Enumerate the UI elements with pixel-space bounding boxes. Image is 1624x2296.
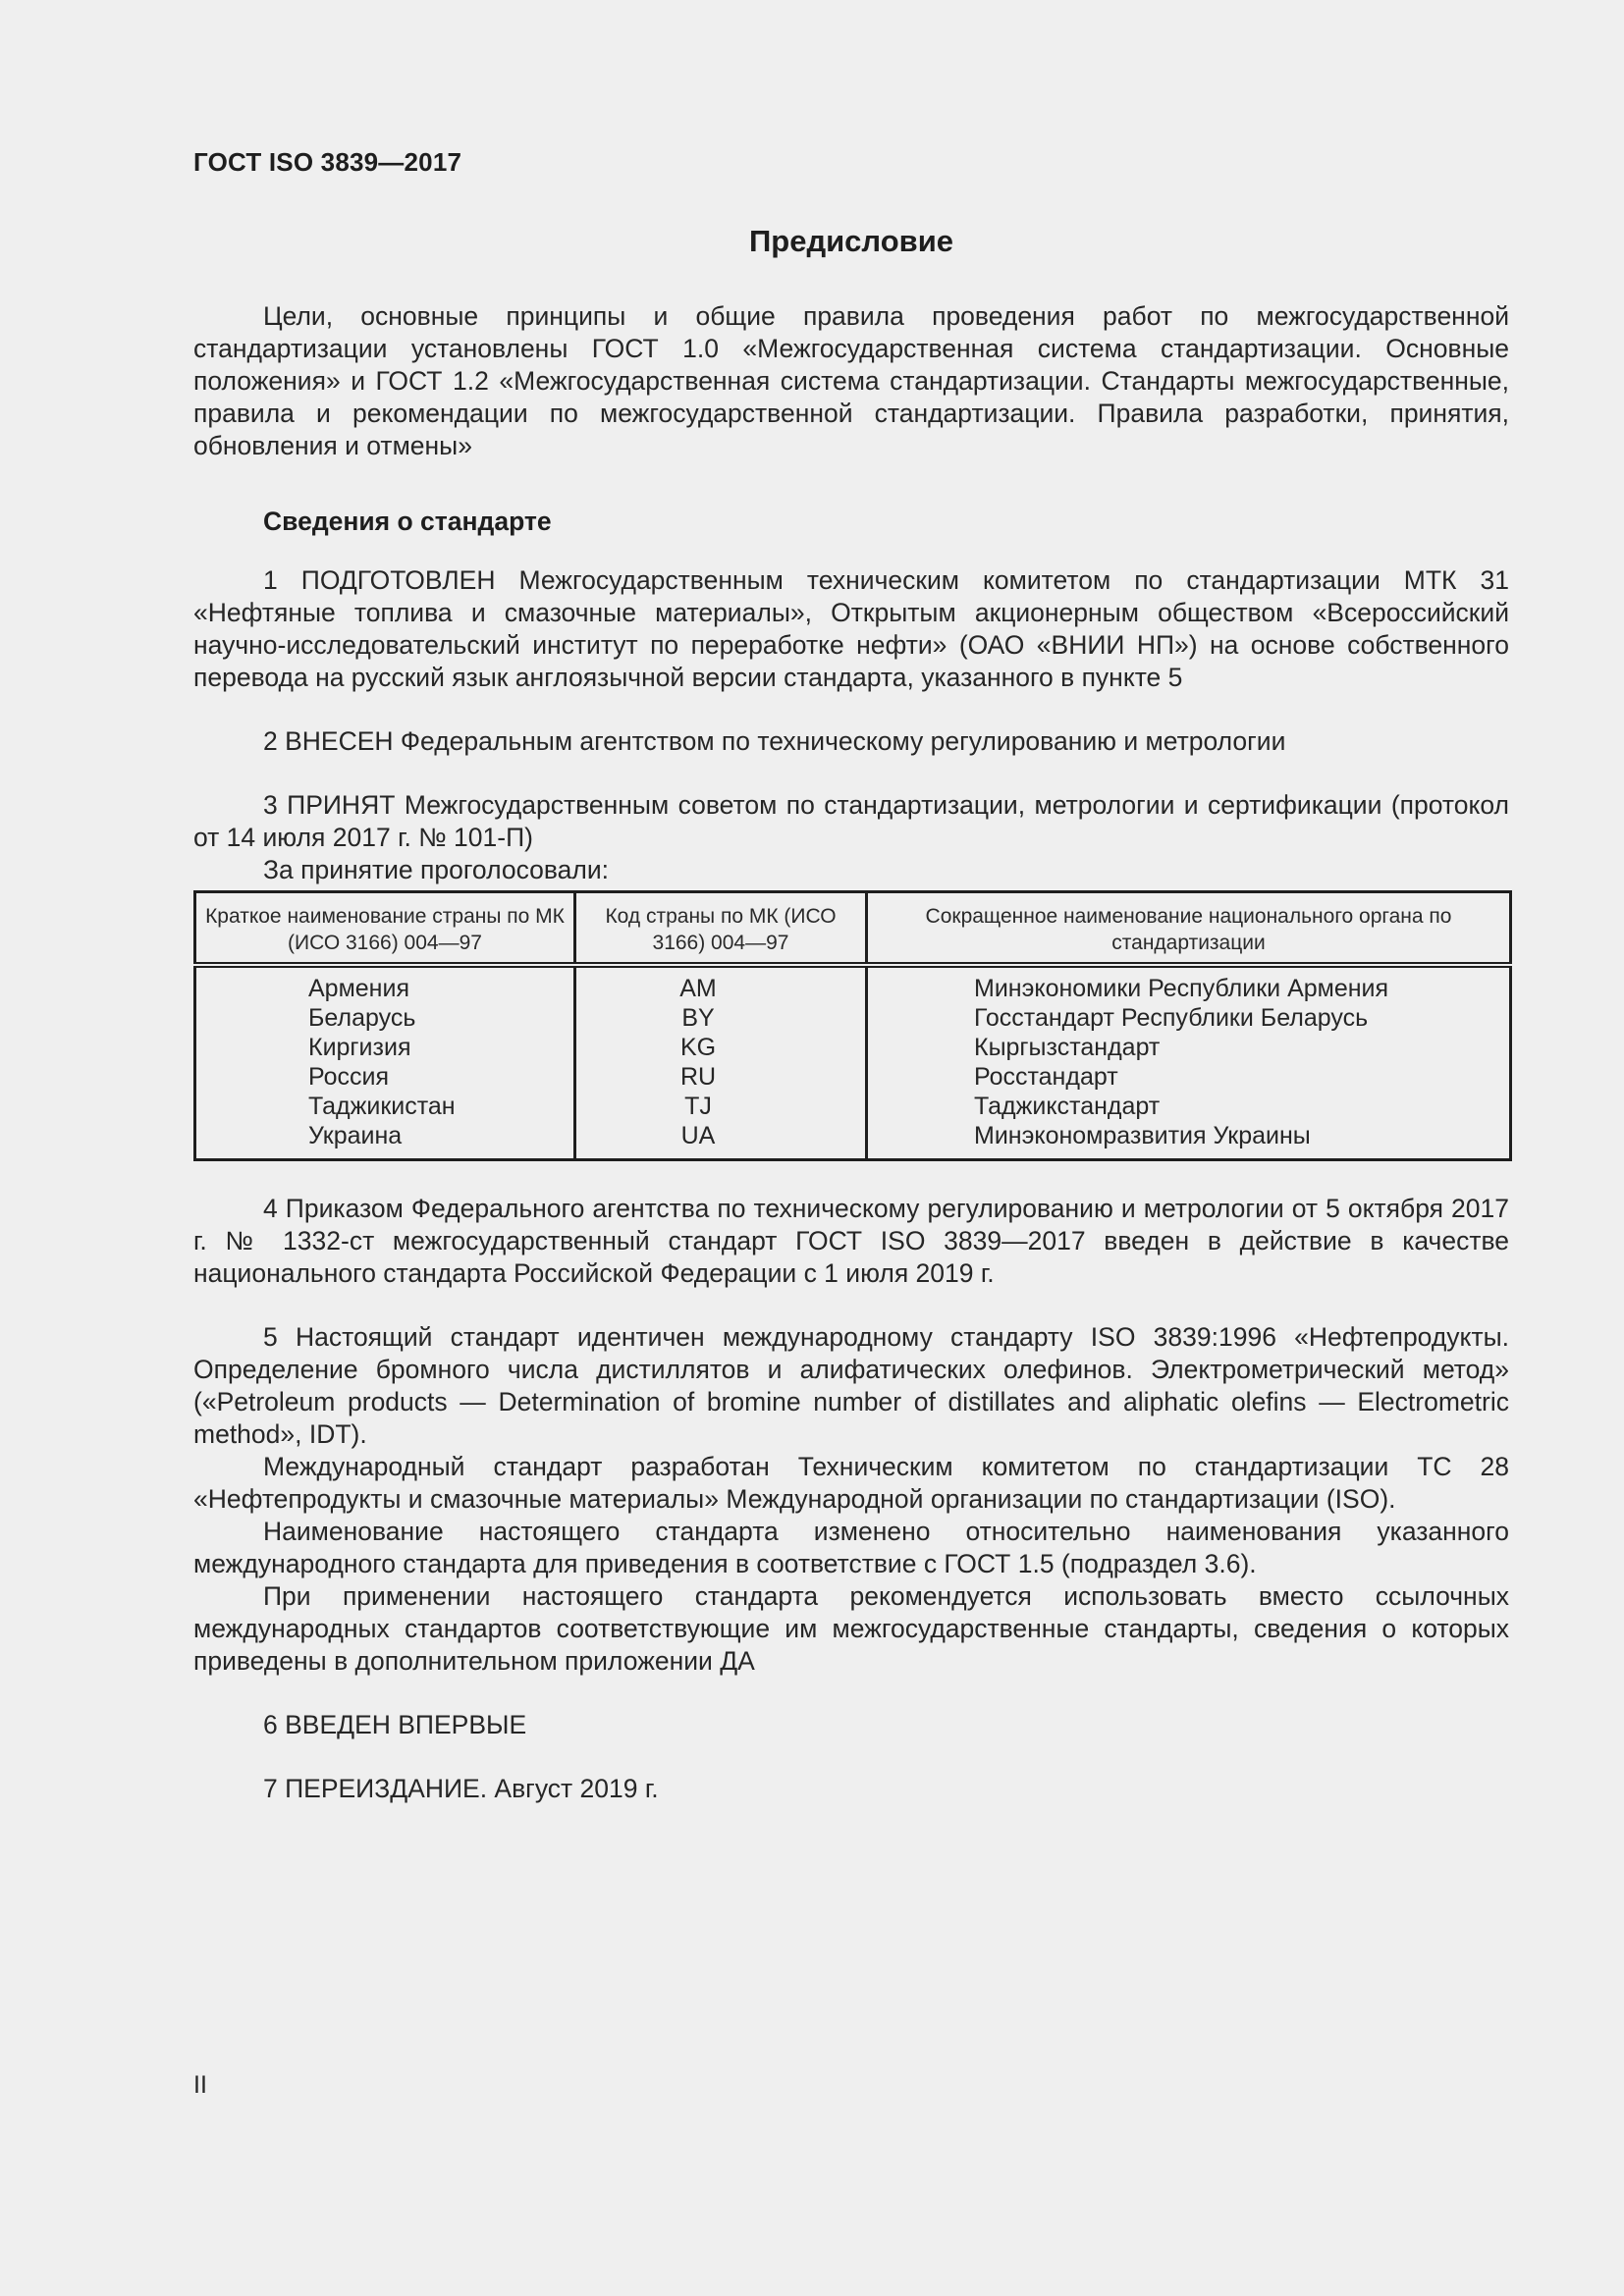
cell-body: Таджикстандарт bbox=[974, 1093, 1161, 1120]
document-body bbox=[193, 300, 1509, 1805]
cell-body: Минэкономразвития Украины bbox=[974, 1122, 1311, 1149]
table-row bbox=[195, 1062, 1511, 1092]
header-country: Краткое наименование страны по МК (ИСО 3166) 004—97 bbox=[195, 892, 575, 966]
cell-code: AM bbox=[575, 965, 867, 1003]
cell-body: Минэкономики Республики Армения bbox=[974, 975, 1389, 1002]
cell-country: Беларусь bbox=[195, 1003, 575, 1033]
cell-code: KG bbox=[575, 1033, 867, 1062]
item-5-references-paragraph: При применении настоящего стандарта рекомендуется использовать вместо ссылочных международных стандартов соответствующие им межгосударственные стандарты, сведения о которых приведены в дополнительном приложении ДА bbox=[193, 1581, 1509, 1676]
item-6-paragraph: 6 ВВЕДЕН ВПЕРВЫЕ bbox=[263, 1710, 527, 1739]
cell-body: Росстандарт bbox=[974, 1063, 1118, 1091]
document-code: ГОСТ ISO 3839—2017 bbox=[193, 147, 462, 177]
table-row bbox=[195, 965, 1511, 1003]
table-row bbox=[195, 1121, 1511, 1160]
page-number: II bbox=[193, 2071, 207, 2099]
voting-table bbox=[193, 890, 1512, 1161]
cell-body: Кыргызстандарт bbox=[974, 1034, 1161, 1061]
header-code: Код страны по МК (ИСО 3166) 004—97 bbox=[575, 892, 867, 966]
cell-country: Армения bbox=[195, 965, 575, 1003]
cell-country: Россия bbox=[195, 1062, 575, 1092]
cell-country: Киргизия bbox=[195, 1033, 575, 1062]
cell-country: Таджикистан bbox=[195, 1092, 575, 1121]
table-row bbox=[195, 1033, 1511, 1062]
cell-body: Госстандарт Республики Беларусь bbox=[974, 1004, 1369, 1032]
table-body bbox=[195, 965, 1511, 1160]
section-subtitle: Сведения о стандарте bbox=[263, 507, 552, 536]
cell-code: BY bbox=[575, 1003, 867, 1033]
item-5-name-change-paragraph: Наименование настоящего стандарта изменено относительно наименования указанного международного стандарта для приведения в соответствие с ГОСТ 1.5 (подраздел 3.6). bbox=[193, 1517, 1509, 1578]
table-header bbox=[195, 892, 1511, 966]
intro-paragraph: Цели, основные принципы и общие правила проведения работ по межгосударственной стандартизации установлены ГОСТ 1.0 «Межгосударственная система стандартизации. Основные положения» и ГОСТ 1.2 «Межгосударственная система стандартизации. Стандарты межгосударственные, правила и рекомендации по межгосударственной стандартизации. Правила разработки, принятия, обновления и отмены» bbox=[193, 301, 1509, 460]
page-title: Предисловие bbox=[748, 224, 953, 258]
item-2-paragraph: 2 ВНЕСЕН Федеральным агентством по техническому регулированию и метрологии bbox=[263, 726, 1286, 756]
item-4-paragraph: 4 Приказом Федерального агентства по техническому регулированию и метрологии от 5 октября 2017 г. № 1332-ст межгосударственный стандарт ГОСТ ISO 3839—2017 введен в действие в качестве национального стандарта Российской Федерации с 1 июля 2019 г. bbox=[193, 1194, 1509, 1288]
item-1-paragraph: 1 ПОДГОТОВЛЕН Межгосударственным техническим комитетом по стандартизации МТК 31 «Нефтяные топлива и смазочные материалы», Открытым акционерным обществом «Всероссийский научно-исследовательский институт по переработке нефти» (ОАО «ВНИИ НП») на основе собственного перевода на русский язык англоязычной версии стандарта, указанного в пункте 5 bbox=[193, 565, 1509, 692]
table-row bbox=[195, 1092, 1511, 1121]
voting-table-container bbox=[193, 890, 1509, 1161]
item-3-paragraph: 3 ПРИНЯТ Межгосударственным советом по стандартизации, метрологии и сертификации (протокол от 14 июля 2017 г. № 101-П) bbox=[193, 790, 1509, 852]
voted-label: За принятие проголосовали: bbox=[263, 855, 610, 884]
cell-code: RU bbox=[575, 1062, 867, 1092]
cell-code: UA bbox=[575, 1121, 867, 1160]
item-7-paragraph: 7 ПЕРЕИЗДАНИЕ. Август 2019 г. bbox=[263, 1774, 659, 1803]
cell-country: Украина bbox=[195, 1121, 575, 1160]
item-5-paragraph: 5 Настоящий стандарт идентичен международному стандарту ISO 3839:1996 «Нефтепродукты. Определение бромного числа дистиллятов и алифатических олефинов. Электрометрический метод» («Petroleum products — Determination of bromine number of distillates and aliphatic olefins — Electrometric method», IDT). bbox=[193, 1322, 1509, 1449]
header-body: Сокращенное наименование национального органа по стандартизации bbox=[925, 905, 1452, 954]
item-5-international-paragraph: Международный стандарт разработан Техническим комитетом по стандартизации ТС 28 «Нефтепродукты и смазочные материалы» Международной организации по стандартизации (ISO). bbox=[193, 1452, 1509, 1514]
cell-code: TJ bbox=[575, 1092, 867, 1121]
table-row bbox=[195, 1003, 1511, 1033]
